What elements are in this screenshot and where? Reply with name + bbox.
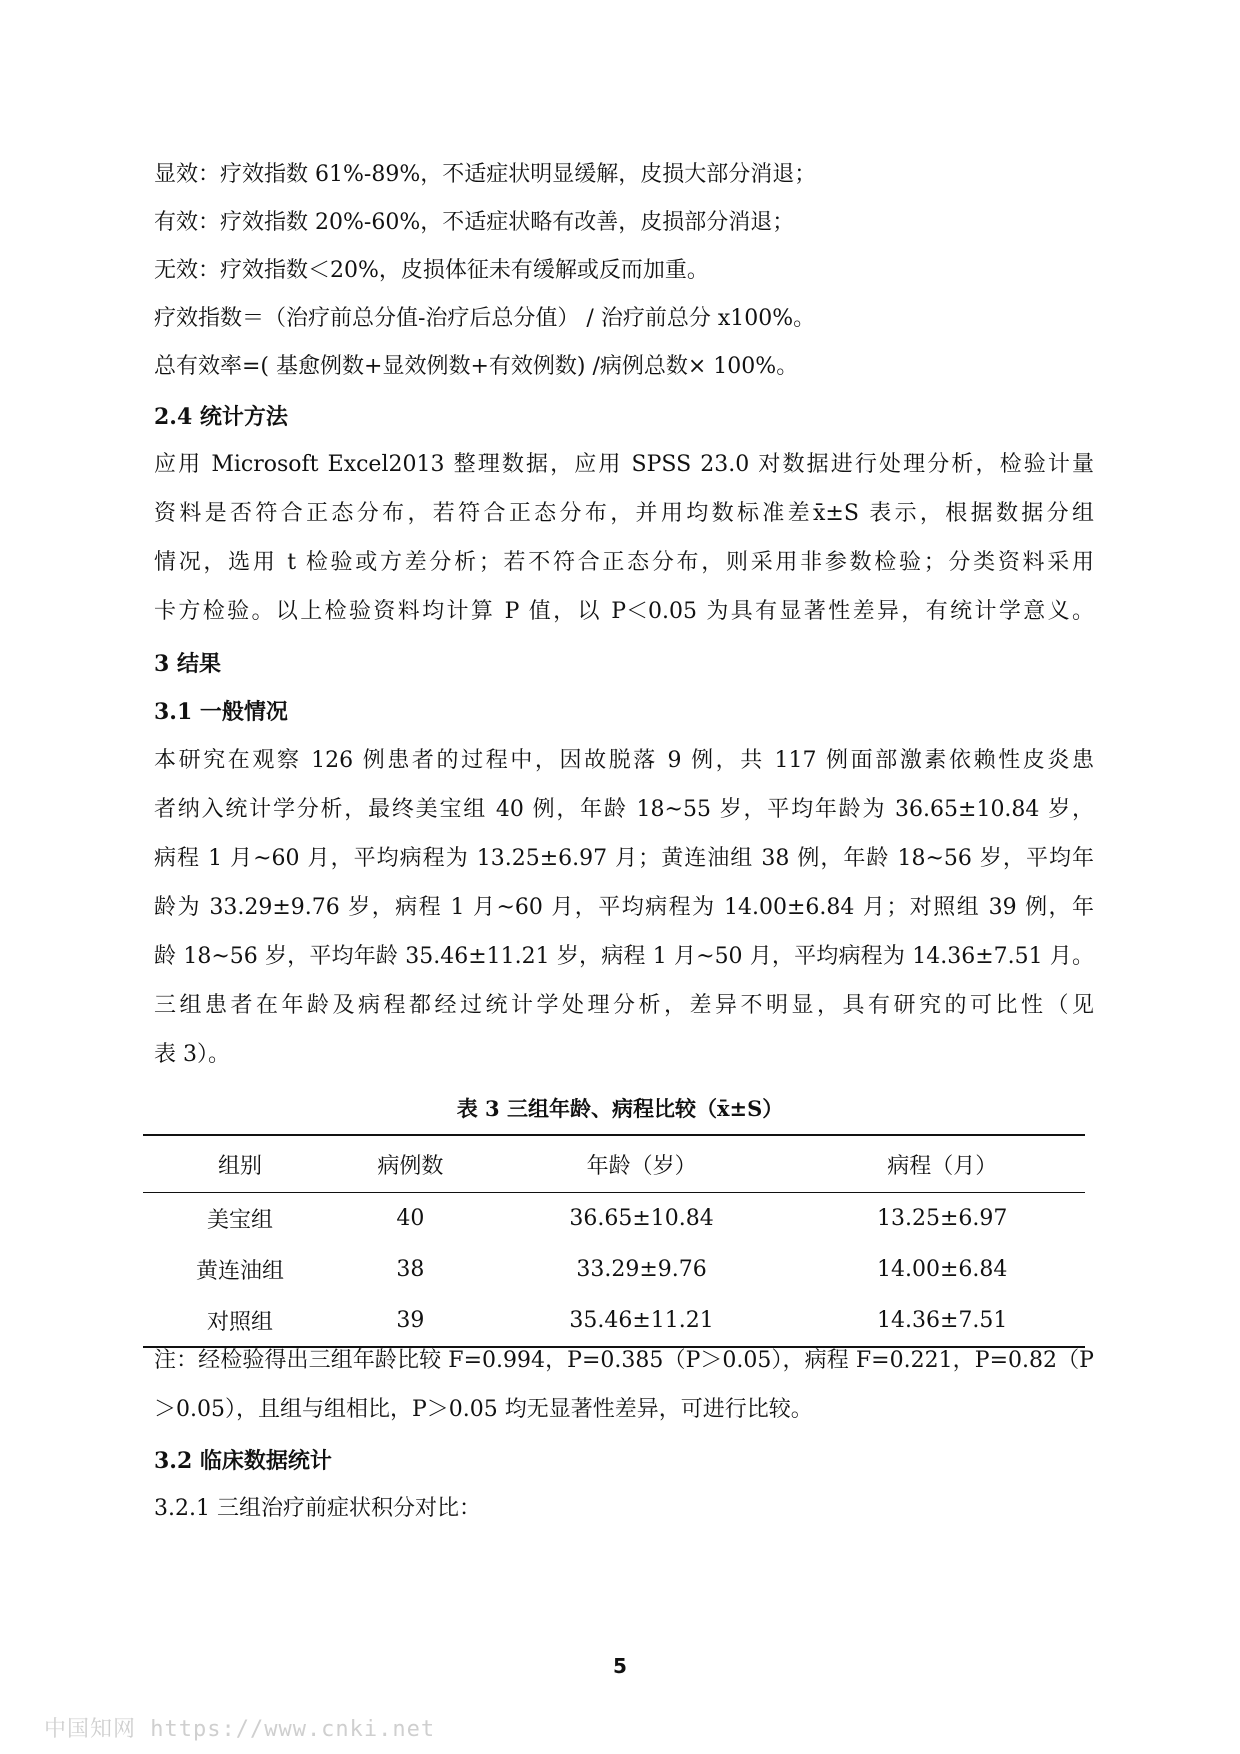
table-cell: 13.25±6.97 bbox=[877, 1206, 1008, 1231]
paragraph-line: 者纳入统计学分析，最终美宝组 40 例，年龄 18~55 岁，平均年龄为 36.65±10.84 岁， bbox=[154, 797, 1094, 822]
criteria-line: 显效：疗效指数 61%-89%，不适症状明显缓解，皮损大部分消退； bbox=[154, 162, 817, 187]
table-header-cell: 年龄（岁） bbox=[484, 1135, 800, 1193]
table-header-cell: 病程（月） bbox=[799, 1135, 1085, 1193]
paragraph-line: 本研究在观察 126 例患者的过程中，因故脱落 9 例，共 117 例面部激素依赖性皮炎患 bbox=[154, 748, 1094, 773]
section-heading-3: 3 结果 bbox=[154, 651, 221, 677]
section-heading-2-4: 2.4 统计方法 bbox=[154, 404, 288, 430]
criteria-line: 无效：疗效指数＜20%，皮损体征未有缓解或反而加重。 bbox=[154, 258, 709, 283]
table-cell: 美宝组 bbox=[207, 1208, 274, 1233]
paragraph-line: 卡方检验。以上检验资料均计算 P 值，以 P＜0.05 为具有显著性差异，有统计学意义。 bbox=[154, 599, 1094, 624]
table-cell: 14.00±6.84 bbox=[877, 1257, 1008, 1282]
paragraph-line: 情况，选用 t 检验或方差分析；若不符合正态分布，则采用非参数检验；分类资料采用 bbox=[154, 550, 1094, 575]
paragraph-line: 三组患者在年龄及病程都经过统计学处理分析，差异不明显，具有研究的可比性（见 bbox=[154, 993, 1094, 1018]
paragraph-line: 病程 1 月~60 月，平均病程为 13.25±6.97 月；黄连油组 38 例，年龄 18~56 岁，平均年 bbox=[154, 846, 1094, 871]
table-cell: 14.36±7.51 bbox=[799, 1295, 1085, 1347]
table-cell: 对照组 bbox=[143, 1295, 337, 1347]
table-header-cell: 病例数 bbox=[337, 1135, 484, 1193]
paragraph-line: 资料是否符合正态分布，若符合正态分布，并用均数标准差x̄±S 表示，根据数据分组 bbox=[154, 501, 1094, 526]
page-number: 5 bbox=[613, 1654, 627, 1678]
criteria-line: 疗效指数＝（治疗前总分值-治疗后总分值） / 治疗前总分 x100%。 bbox=[154, 306, 816, 331]
cnki-watermark: 中国知网 https://www.cnki.net bbox=[44, 1717, 436, 1742]
criteria-line: 有效：疗效指数 20%-60%，不适症状略有改善，皮损部分消退； bbox=[154, 210, 795, 235]
section-heading-3-1: 3.1 一般情况 bbox=[154, 699, 288, 725]
table-cell: 36.65±10.84 bbox=[569, 1206, 714, 1231]
table-row bbox=[143, 1244, 1085, 1295]
paragraph-line: 表 3）。 bbox=[154, 1042, 230, 1067]
table-cell: 33.29±9.76 bbox=[576, 1257, 707, 1282]
table-header-row bbox=[143, 1135, 1085, 1193]
comparison-table bbox=[143, 1134, 1085, 1348]
paragraph-line: 龄为 33.29±9.76 岁，病程 1 月~60 月，平均病程为 14.00±6.84 月；对照组 39 例，年 bbox=[154, 895, 1094, 920]
table-cell: 35.46±11.21 bbox=[484, 1295, 800, 1347]
paragraph-line: 应用 Microsoft Excel2013 整理数据，应用 SPSS 23.0 对数据进行处理分析，检验计量 bbox=[154, 452, 1094, 477]
table-note-line: ＞0.05），且组与组相比，P＞0.05 均无显著性差异，可进行比较。 bbox=[154, 1397, 813, 1422]
paragraph-line: 龄 18~56 岁，平均年龄 35.46±11.21 岁，病程 1 月~50 月，平均病程为 14.36±7.51 月。 bbox=[154, 944, 1094, 969]
table-note-line: 注：经检验得出三组年龄比较 F=0.994，P=0.385（P＞0.05），病程 F=0.221，P=0.82（P bbox=[154, 1348, 1094, 1373]
table-row bbox=[143, 1295, 1085, 1347]
table-cell: 38 bbox=[396, 1257, 425, 1282]
section-heading-3-2: 3.2 临床数据统计 bbox=[154, 1448, 332, 1474]
table-cell: 黄连油组 bbox=[196, 1259, 285, 1284]
table-cell: 39 bbox=[337, 1295, 484, 1347]
table-caption: 表 3 三组年龄、病程比较（x̄±S） bbox=[456, 1096, 784, 1121]
table-row bbox=[143, 1193, 1085, 1245]
table-cell: 40 bbox=[396, 1206, 425, 1231]
subsection-heading-3-2-1: 3.2.1 三组治疗前症状积分对比： bbox=[154, 1496, 481, 1521]
table-header-cell: 组别 bbox=[143, 1135, 337, 1193]
criteria-line: 总有效率=( 基愈例数+显效例数+有效例数) /病例总数× 100%。 bbox=[154, 354, 799, 379]
